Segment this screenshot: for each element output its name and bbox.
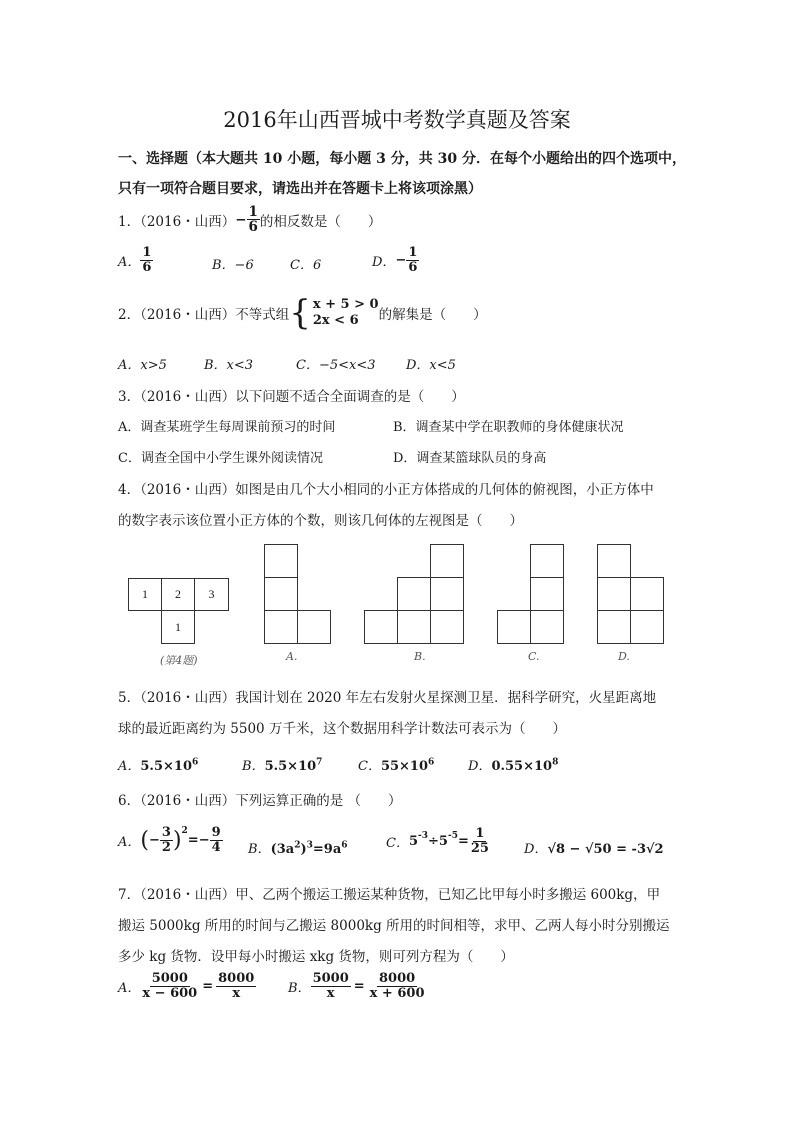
- q1-den: 6: [248, 219, 258, 236]
- top-view-cell: 2: [161, 578, 195, 611]
- q2-option-c: C．−5<x<3: [296, 358, 376, 373]
- q6-a-exp: 2: [181, 826, 188, 836]
- question-7-line1: 7．（2016・山西）甲、乙两个搬运工搬运某种货物，已知乙比甲每小时多搬运 600kg，甲: [118, 887, 661, 903]
- view-cell: [264, 544, 298, 578]
- q1-d-fraction: [406, 246, 419, 274]
- q7-b-eq: =: [353, 978, 365, 994]
- q5-c-base: 55×10: [380, 759, 429, 774]
- q5-option-c: [358, 755, 434, 774]
- q3-option-a: A．调查某班学生每周课前预习的时间: [118, 420, 336, 435]
- view-cell: [630, 577, 664, 611]
- q7-a-num2: 8000: [218, 971, 255, 986]
- q6-d-label: D．: [524, 842, 548, 857]
- q6-b-outer-exp: 3: [306, 840, 313, 851]
- q1-a-num: 1: [142, 245, 152, 260]
- top-view-cell: 3: [194, 578, 229, 611]
- question-5-line2: 球的最近距离约为 5500 万千米，这个数据用科学计数法可表示为（ ）: [118, 721, 566, 737]
- view-cell: [530, 577, 564, 611]
- brace-icon: {: [289, 293, 311, 333]
- top-view-cell: 1: [128, 578, 162, 611]
- question-7-line3: 多少 kg 货物．设甲每小时搬运 xkg 货物，则可列方程为（ ）: [118, 949, 514, 965]
- page-title: 2016年山西晋城中考数学真题及答案: [223, 108, 571, 132]
- question-4-line2: 的数字表示该位置小正方体的个数，则该几何体的左视图是（ ）: [118, 513, 523, 529]
- view-cell: [297, 610, 331, 644]
- view-cell: [597, 544, 631, 578]
- q1-option-d: [372, 246, 419, 274]
- q2-prefix: 2．（2016・山西）不等式组: [118, 307, 290, 323]
- q7-b-label: B．: [288, 980, 311, 996]
- q5-a-exp: 6: [192, 757, 199, 768]
- q3-option-d: D．调查某篮球队员的身高: [393, 451, 547, 466]
- q6-a-num: 3: [161, 825, 171, 840]
- q6-a-rnum: 9: [211, 825, 221, 840]
- q6-a-rden: 4: [211, 839, 221, 855]
- q7-option-b: [288, 972, 427, 1000]
- q5-b-exp: 7: [316, 757, 323, 768]
- q1-a-label: A．: [118, 254, 141, 270]
- q6-b-expr-pre: (3a: [270, 842, 295, 857]
- q7-a-den1: x − 600: [142, 985, 198, 1001]
- section-heading-line1: 一、选择题（本大题共 10 小题，每小题 3 分，共 30 分．在每个小题给出的四个选项中，: [118, 151, 686, 167]
- q2-row2: 2x < 6: [312, 313, 359, 328]
- q6-c-exp2: -5: [447, 831, 458, 841]
- question-6-stem: 6．（2016・山西）下列运算正确的是 （ ）: [118, 793, 402, 809]
- q6-option-d: [524, 838, 664, 857]
- q6-b-res-exp: 6: [341, 840, 348, 851]
- view-cell: [497, 610, 531, 644]
- q1-prefix: 1．（2016・山西）: [118, 213, 236, 230]
- q6-c-div: ÷5: [428, 833, 448, 849]
- q1-a-den: 6: [142, 259, 152, 275]
- q5-d-base: 0.55×10: [491, 759, 553, 774]
- q6-a-lparen: (: [140, 827, 149, 853]
- q7-b-fraction2: [368, 972, 427, 1000]
- q6-c-base: 5: [408, 833, 418, 849]
- q7-b-den1: x: [326, 985, 335, 1001]
- q7-a-num1: 5000: [151, 971, 188, 986]
- view-cell: [630, 610, 664, 644]
- view-cell: [597, 577, 631, 611]
- view-cell: [364, 610, 398, 644]
- q1-fraction: [247, 205, 260, 234]
- view-cell: [397, 610, 431, 644]
- q2-option-d: D．x<5: [406, 358, 456, 373]
- q6-a-label: A．: [118, 834, 141, 850]
- q6-b-label: B．: [248, 842, 271, 857]
- q1-d-label: D．: [372, 254, 396, 270]
- question-5-line1: 5．（2016・山西）我国计划在 2020 年左右发射火星探测卫星．据科学研究，火星距离地: [118, 690, 657, 706]
- q5-d-label: D．: [468, 759, 492, 774]
- view-cell: [530, 544, 564, 578]
- q7-b-fraction1: [311, 972, 351, 1000]
- q7-b-num1: 5000: [312, 971, 349, 986]
- q1-d-neg: −: [395, 252, 407, 268]
- q7-option-a: [118, 972, 256, 1000]
- view-cell: [264, 610, 298, 644]
- top-view-cell: 1: [161, 610, 195, 644]
- q6-d-expr: √8 − √50 = -3√2: [547, 842, 664, 857]
- question-7-line2: 搬运 5000kg 所用的时间与乙搬运 8000kg 所用的时间相等，求甲、乙两人每小时分别搬运: [118, 918, 670, 934]
- q6-b-expr-mid: ): [300, 842, 307, 857]
- q6-c-fraction: [469, 827, 491, 855]
- q6-c-den: 25: [470, 840, 489, 856]
- view-cell: [430, 544, 464, 578]
- q5-b-base: 5.5×10: [264, 759, 317, 774]
- q7-a-fraction2: [216, 972, 256, 1000]
- view-cell: [597, 610, 631, 644]
- q6-c-exp1: -3: [418, 831, 428, 841]
- q7-b-num2: 8000: [378, 971, 416, 986]
- q2-option-b: B．x<3: [204, 358, 254, 373]
- q2-row1: x + 5 > 0: [312, 296, 379, 312]
- q6-option-a: [118, 826, 223, 854]
- q5-c-label: C．: [358, 759, 381, 774]
- q6-option-b: [248, 838, 348, 857]
- option-d-caption: D.: [618, 650, 630, 663]
- q7-a-eq: =: [202, 978, 214, 994]
- figure-caption: (第4题): [160, 654, 198, 667]
- view-cell: [530, 610, 564, 644]
- q1-d-den: 6: [408, 259, 418, 275]
- q7-a-den2: x: [232, 985, 241, 1001]
- option-c-caption: C.: [528, 650, 540, 663]
- q6-a-neg: −: [148, 832, 160, 848]
- q2-suffix: 的解集是（ ）: [378, 307, 487, 323]
- q6-b-inner-exp: 2: [294, 840, 301, 851]
- question-3-stem: 3．（2016・山西）以下问题不适合全面调查的是（ ）: [118, 389, 465, 405]
- q7-a-label: A．: [118, 980, 141, 996]
- q1-neg: −: [235, 211, 247, 228]
- q6-option-c: [386, 827, 491, 855]
- q5-option-b: [242, 755, 322, 774]
- view-cell: [430, 610, 464, 644]
- q5-d-exp: 8: [552, 757, 559, 768]
- q5-c-exp: 6: [428, 757, 435, 768]
- q3-option-b: B．调查某中学在职教师的身体健康状况: [393, 420, 624, 435]
- q1-option-c: C．6: [290, 258, 322, 273]
- section-heading-line2: 只有一项符合题目要求，请选出并在答题卡上将该项涂黑）: [118, 181, 482, 197]
- q5-a-label: A．: [118, 759, 141, 774]
- q6-a-eq: =−: [187, 832, 210, 848]
- q1-option-a: [118, 246, 153, 274]
- view-cell: [430, 577, 464, 611]
- q5-option-a: [118, 755, 198, 774]
- q5-option-d: [468, 755, 558, 774]
- q3-option-c: C．调查全国中小学生课外阅读情况: [118, 451, 323, 466]
- q1-suffix: 的相反数是（ ）: [259, 213, 382, 230]
- q7-b-den2: x + 600: [369, 985, 425, 1001]
- q6-a-den: 2: [161, 839, 171, 855]
- q5-b-label: B．: [242, 759, 265, 774]
- q6-c-label: C．: [386, 835, 409, 851]
- view-cell: [397, 577, 431, 611]
- question-1-stem: [118, 205, 381, 234]
- option-a-caption: A.: [286, 650, 298, 663]
- q1-a-fraction: [140, 246, 153, 274]
- q6-c-num: 1: [475, 826, 485, 841]
- q1-num: 1: [248, 204, 258, 220]
- q2-inequality-system: [289, 293, 379, 333]
- question-4-line1: 4．（2016・山西）如图是由几个大小相同的小正方体搭成的几何体的俯视图，小正方体中: [118, 482, 654, 498]
- q7-a-fraction1: [140, 972, 199, 1000]
- q6-c-eq: =: [457, 833, 469, 849]
- q6-a-fraction: [160, 826, 173, 854]
- q1-d-num: 1: [408, 245, 418, 260]
- q6-b-eq: =9a: [312, 842, 342, 857]
- q5-a-base: 5.5×10: [140, 759, 192, 774]
- question-2-stem: [118, 293, 487, 333]
- option-b-caption: B.: [414, 650, 426, 663]
- q1-option-b: B．−6: [212, 258, 254, 273]
- q6-a-result-fraction: [210, 826, 223, 854]
- view-cell: [264, 577, 298, 611]
- q6-a-rparen: ): [172, 827, 182, 853]
- q2-option-a: A．x>5: [118, 358, 167, 373]
